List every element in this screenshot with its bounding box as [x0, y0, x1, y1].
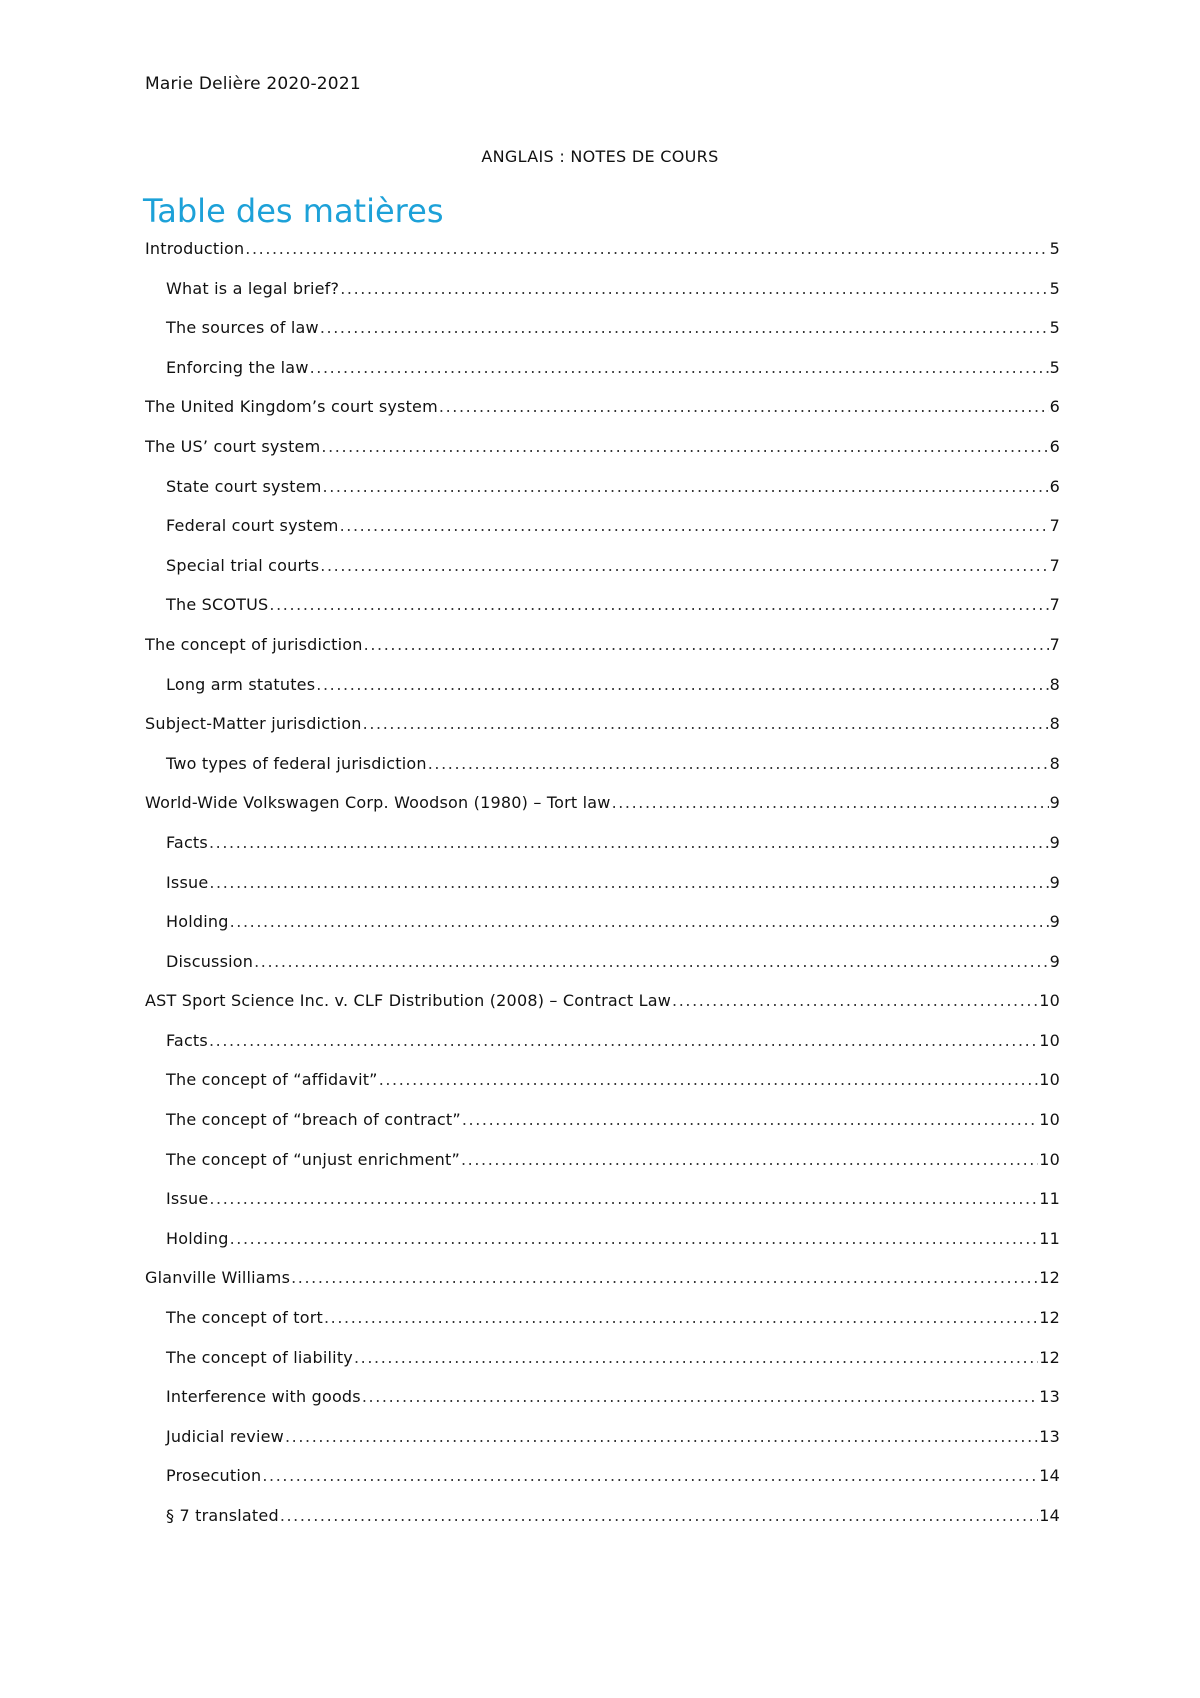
toc-entry-title: Glanville Williams — [145, 1268, 291, 1288]
document-title: ANGLAIS : NOTES DE COURS — [481, 147, 719, 166]
toc-heading: Table des matières — [143, 192, 444, 230]
toc-entry-title: The concept of liability — [166, 1347, 353, 1367]
toc-dot-leader — [428, 754, 1049, 773]
toc-entry[interactable] — [145, 1189, 1060, 1229]
toc-entry[interactable] — [145, 912, 1060, 952]
toc-dot-leader — [209, 1189, 1038, 1208]
toc-page-number: 7 — [1049, 595, 1060, 615]
toc-page-number: 10 — [1039, 1149, 1060, 1169]
toc-entry[interactable] — [145, 793, 1060, 833]
toc-entry-title: World-Wide Volkswagen Corp. Woodson (1980) – Tort law — [145, 793, 611, 813]
toc-page-number: 13 — [1039, 1387, 1060, 1407]
toc-dot-leader — [379, 1070, 1039, 1089]
toc-entry[interactable] — [145, 1150, 1060, 1190]
toc-entry-title: What is a legal brief? — [166, 278, 340, 298]
toc-entry[interactable] — [145, 1387, 1060, 1427]
toc-page-number: 9 — [1049, 793, 1060, 813]
toc-entry[interactable] — [145, 1348, 1060, 1388]
toc-dot-leader — [340, 279, 1048, 298]
toc-page-number: 13 — [1039, 1426, 1060, 1446]
toc-page-number: 7 — [1049, 516, 1060, 536]
toc-entry[interactable] — [145, 952, 1060, 992]
toc-page-number: 11 — [1039, 1228, 1060, 1248]
toc-page-number: 14 — [1039, 1466, 1060, 1486]
toc-page-number: 6 — [1049, 436, 1060, 456]
toc-page-number: 10 — [1039, 1070, 1060, 1090]
toc-page-number: 9 — [1049, 872, 1060, 892]
toc-entry-title: The United Kingdom’s court system — [145, 397, 438, 417]
toc-entry[interactable] — [145, 358, 1060, 398]
toc-dot-leader — [340, 516, 1049, 535]
toc-dot-leader — [324, 1308, 1038, 1327]
toc-page-number: 8 — [1049, 714, 1060, 734]
toc-entry[interactable] — [145, 516, 1060, 556]
toc-entry-title: State court system — [166, 476, 322, 496]
toc-dot-leader — [320, 318, 1049, 337]
toc-dot-leader — [439, 397, 1049, 416]
toc-entry-title: Holding — [166, 912, 229, 932]
toc-entry-title: The sources of law — [166, 318, 319, 338]
toc-entry-title: The concept of tort — [166, 1308, 323, 1328]
toc-entry-title: Discussion — [166, 951, 254, 971]
toc-entry-title: Interference with goods — [166, 1387, 361, 1407]
toc-dot-leader — [269, 595, 1048, 614]
toc-page-number: 10 — [1039, 1030, 1060, 1050]
toc-dot-leader — [320, 556, 1048, 575]
toc-entry[interactable] — [145, 595, 1060, 635]
toc-entry[interactable] — [145, 635, 1060, 675]
toc-entry[interactable] — [145, 1427, 1060, 1467]
toc-entry[interactable] — [145, 1031, 1060, 1071]
toc-entry-title: Two types of federal jurisdiction — [166, 753, 427, 773]
toc-entry-title: Facts — [166, 1030, 208, 1050]
toc-page-number: 5 — [1049, 357, 1060, 377]
toc-entry-title: Facts — [166, 832, 208, 852]
toc-dot-leader — [285, 1427, 1038, 1446]
toc-page-number: 14 — [1039, 1506, 1060, 1525]
toc-entry[interactable] — [145, 477, 1060, 517]
toc-entry[interactable] — [145, 1466, 1060, 1506]
toc-entry-title: AST Sport Science Inc. v. CLF Distribution (2008) – Contract Law — [145, 991, 672, 1011]
toc-entry-title: Holding — [166, 1228, 229, 1248]
toc-entry[interactable] — [145, 991, 1060, 1031]
toc-dot-leader — [364, 635, 1049, 654]
toc-page-number: 10 — [1039, 991, 1060, 1011]
toc-entry[interactable] — [145, 556, 1060, 596]
toc-page-number: 5 — [1049, 318, 1060, 338]
toc-page-number: 7 — [1049, 634, 1060, 654]
toc-dot-leader — [461, 1150, 1038, 1169]
toc-entry[interactable] — [145, 1070, 1060, 1110]
toc-entry-title: Subject-Matter jurisdiction — [145, 714, 362, 734]
toc-entry[interactable] — [145, 1308, 1060, 1348]
toc-page-number: 11 — [1039, 1189, 1060, 1209]
toc-dot-leader — [362, 1387, 1038, 1406]
toc-page-number: 12 — [1039, 1308, 1060, 1328]
toc-entry[interactable] — [145, 1506, 1060, 1546]
toc-dot-leader — [354, 1348, 1038, 1367]
toc-page-number: 8 — [1049, 753, 1060, 773]
toc-entry[interactable] — [145, 833, 1060, 873]
toc-entry-title: The concept of jurisdiction — [145, 634, 363, 654]
toc-dot-leader — [323, 477, 1049, 496]
toc-entry[interactable] — [145, 1110, 1060, 1150]
toc-dot-leader — [462, 1110, 1038, 1129]
toc-page-number: 5 — [1049, 278, 1060, 298]
toc-dot-leader — [209, 1031, 1038, 1050]
table-of-contents — [145, 239, 1060, 1546]
toc-dot-leader — [245, 239, 1048, 258]
toc-entry[interactable] — [145, 714, 1060, 754]
toc-dot-leader — [230, 1229, 1039, 1248]
toc-entry[interactable] — [145, 873, 1060, 913]
toc-entry-title: The concept of “unjust enrichment” — [166, 1149, 460, 1169]
toc-page-number: 9 — [1049, 832, 1060, 852]
toc-entry-title: The US’ court system — [145, 436, 321, 456]
toc-entry[interactable] — [145, 279, 1060, 319]
toc-dot-leader — [209, 873, 1048, 892]
toc-entry[interactable] — [145, 754, 1060, 794]
toc-dot-leader — [363, 714, 1049, 733]
toc-entry-title: The SCOTUS — [166, 595, 269, 615]
toc-entry-title: Introduction — [145, 239, 245, 258]
toc-entry[interactable] — [145, 437, 1060, 477]
toc-entry-title: Enforcing the law — [166, 357, 309, 377]
toc-dot-leader — [316, 675, 1048, 694]
toc-dot-leader — [612, 793, 1049, 812]
toc-page-number: 5 — [1049, 239, 1060, 258]
toc-dot-leader — [209, 833, 1049, 852]
toc-entry[interactable] — [145, 1229, 1060, 1269]
toc-dot-leader — [230, 912, 1049, 931]
toc-dot-leader — [310, 358, 1049, 377]
toc-page-number: 12 — [1039, 1268, 1060, 1288]
toc-entry[interactable] — [145, 239, 1060, 279]
toc-entry[interactable] — [145, 675, 1060, 715]
toc-entry-title: § 7 translated — [166, 1506, 279, 1525]
toc-entry-title: Federal court system — [166, 516, 339, 536]
toc-dot-leader — [291, 1268, 1038, 1287]
toc-page-number: 8 — [1049, 674, 1060, 694]
toc-entry[interactable] — [145, 318, 1060, 358]
toc-page-number: 9 — [1049, 912, 1060, 932]
toc-page-number: 6 — [1049, 476, 1060, 496]
toc-page-number: 7 — [1049, 555, 1060, 575]
header-author: Marie Delière 2020-2021 — [145, 74, 361, 94]
toc-entry-title: Long arm statutes — [166, 674, 316, 694]
toc-entry-title: The concept of “breach of contract” — [166, 1110, 461, 1130]
toc-dot-leader — [280, 1506, 1038, 1525]
toc-entry[interactable] — [145, 1268, 1060, 1308]
toc-entry-title: Issue — [166, 1189, 209, 1209]
toc-page-number: 10 — [1039, 1110, 1060, 1130]
toc-entry-title: Special trial courts — [166, 555, 320, 575]
toc-dot-leader — [254, 952, 1049, 971]
toc-entry-title: Judicial review — [166, 1426, 284, 1446]
toc-page-number: 9 — [1049, 951, 1060, 971]
toc-page-number: 6 — [1049, 397, 1060, 417]
toc-dot-leader — [321, 437, 1048, 456]
toc-dot-leader — [672, 991, 1038, 1010]
toc-page-number: 12 — [1039, 1347, 1060, 1367]
toc-dot-leader — [262, 1466, 1038, 1485]
toc-entry-title: Prosecution — [166, 1466, 262, 1486]
toc-entry[interactable] — [145, 397, 1060, 437]
toc-entry-title: Issue — [166, 872, 209, 892]
toc-entry-title: The concept of “affidavit” — [166, 1070, 378, 1090]
